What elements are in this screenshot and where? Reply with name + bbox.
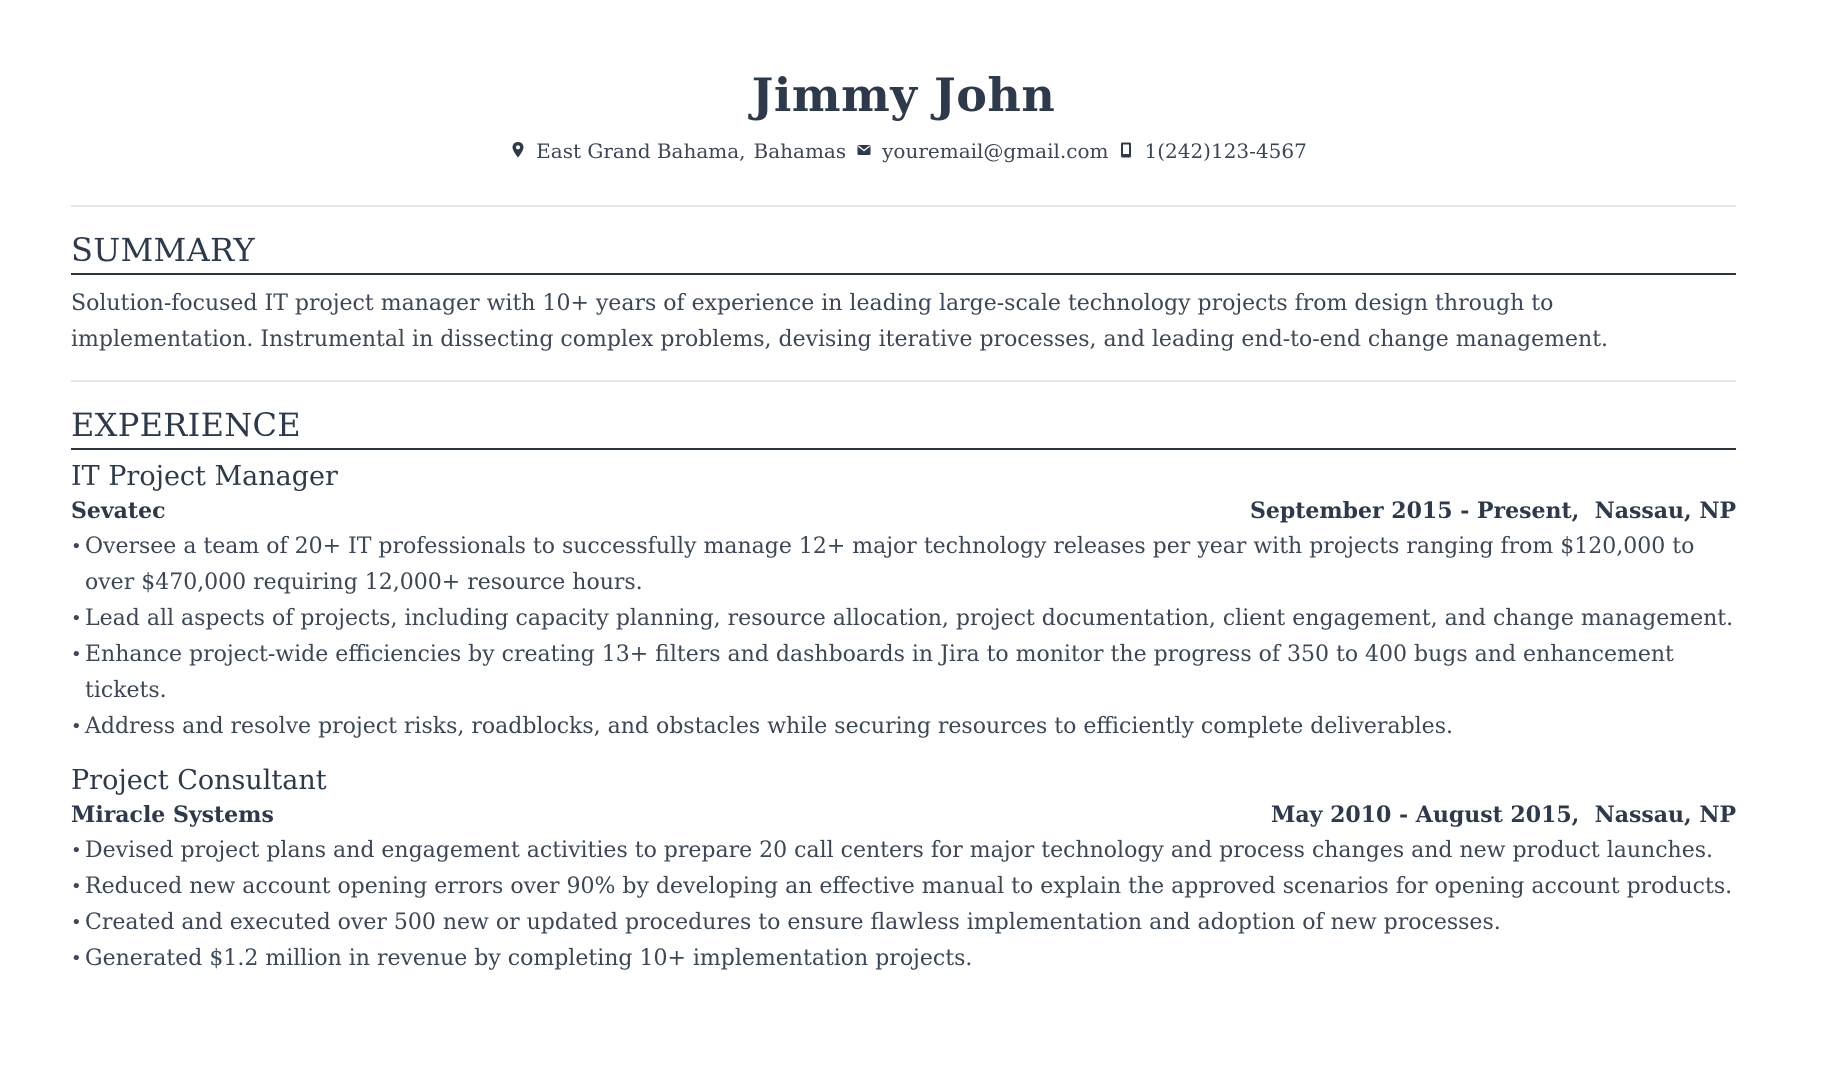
job-title: IT Project Manager bbox=[71, 461, 338, 492]
job-bullet: • Reduced new account opening errors over 90% by developing an effective manual to explain the approved scenarios for opening account products. bbox=[71, 874, 1733, 899]
company-name: Sevatec bbox=[71, 498, 166, 524]
job-bullet: • Created and executed over 500 new or updated procedures to ensure flawless implementation and adoption of new processes. bbox=[71, 910, 1501, 935]
summary-divider bbox=[71, 380, 1736, 382]
experience-underline bbox=[71, 448, 1736, 450]
location-country: Bahamas bbox=[753, 139, 847, 163]
job-bullets bbox=[71, 833, 1736, 977]
contact-phone[interactable] bbox=[1108, 138, 1306, 164]
job-bullet: • Generated $1.2 million in revenue by completing 10+ implementation projects. bbox=[71, 946, 973, 971]
job-dates-location: September 2015 - Present, Nassau, NP bbox=[1249, 498, 1736, 524]
job-meta bbox=[71, 494, 1736, 528]
summary-section bbox=[71, 230, 1736, 358]
candidate-name: Jimmy John bbox=[751, 68, 1056, 122]
summary-underline bbox=[71, 273, 1736, 275]
resume-header bbox=[71, 0, 1736, 164]
job-entry bbox=[71, 460, 1736, 745]
job-dates-location: May 2010 - August 2015, Nassau, NP bbox=[1271, 802, 1736, 828]
experience-section bbox=[71, 405, 1736, 977]
summary-heading: SUMMARY bbox=[71, 231, 255, 269]
job-bullet: • Lead all aspects of projects, including capacity planning, resource allocation, project documentation, client engagement, and change management. bbox=[71, 606, 1734, 631]
contact-email[interactable] bbox=[846, 138, 1108, 164]
job-bullets bbox=[71, 529, 1736, 745]
job-meta bbox=[71, 798, 1736, 832]
contact-line bbox=[71, 138, 1736, 164]
contact-location bbox=[500, 138, 846, 164]
job-entry bbox=[71, 764, 1736, 977]
job-bullet: • Oversee a team of 20+ IT professionals to successfully manage 12+ major technology releases per year with projects ranging from $120,000 to over $470,000 requiring 12,000+ resource hours. bbox=[71, 534, 1695, 595]
job-bullet: • Devised project plans and engagement activities to prepare 20 call centers for major technology and process changes and new product launches. bbox=[71, 838, 1714, 863]
envelope-icon bbox=[856, 141, 872, 159]
job-bullet: • Enhance project-wide efficiencies by creating 13+ filters and dashboards in Jira to monitor the progress of 350 to 400 bugs and enhancement tickets. bbox=[71, 642, 1674, 703]
company-name: Miracle Systems bbox=[71, 802, 274, 828]
resume-content bbox=[71, 0, 1736, 977]
job-title: Project Consultant bbox=[71, 765, 327, 796]
map-pin-icon bbox=[510, 141, 526, 159]
header-divider bbox=[71, 205, 1736, 207]
experience-heading: EXPERIENCE bbox=[71, 406, 301, 444]
location-city: East Grand Bahama, bbox=[536, 139, 746, 163]
phone-icon bbox=[1118, 141, 1134, 159]
phone-number[interactable]: 1(242)123-4567 bbox=[1144, 139, 1307, 163]
email-address[interactable]: youremail@gmail.com bbox=[882, 139, 1109, 163]
summary-text: Solution-focused IT project manager with 10+ years of experience in leading large-scale technology projects from design through to implementation. Instrumental in dissecting complex problems, devising iterative processes, and leading end-to-end change management. bbox=[71, 291, 1609, 352]
job-bullet: • Address and resolve project risks, roadblocks, and obstacles while securing resources to efficiently complete deliverables. bbox=[71, 714, 1453, 739]
